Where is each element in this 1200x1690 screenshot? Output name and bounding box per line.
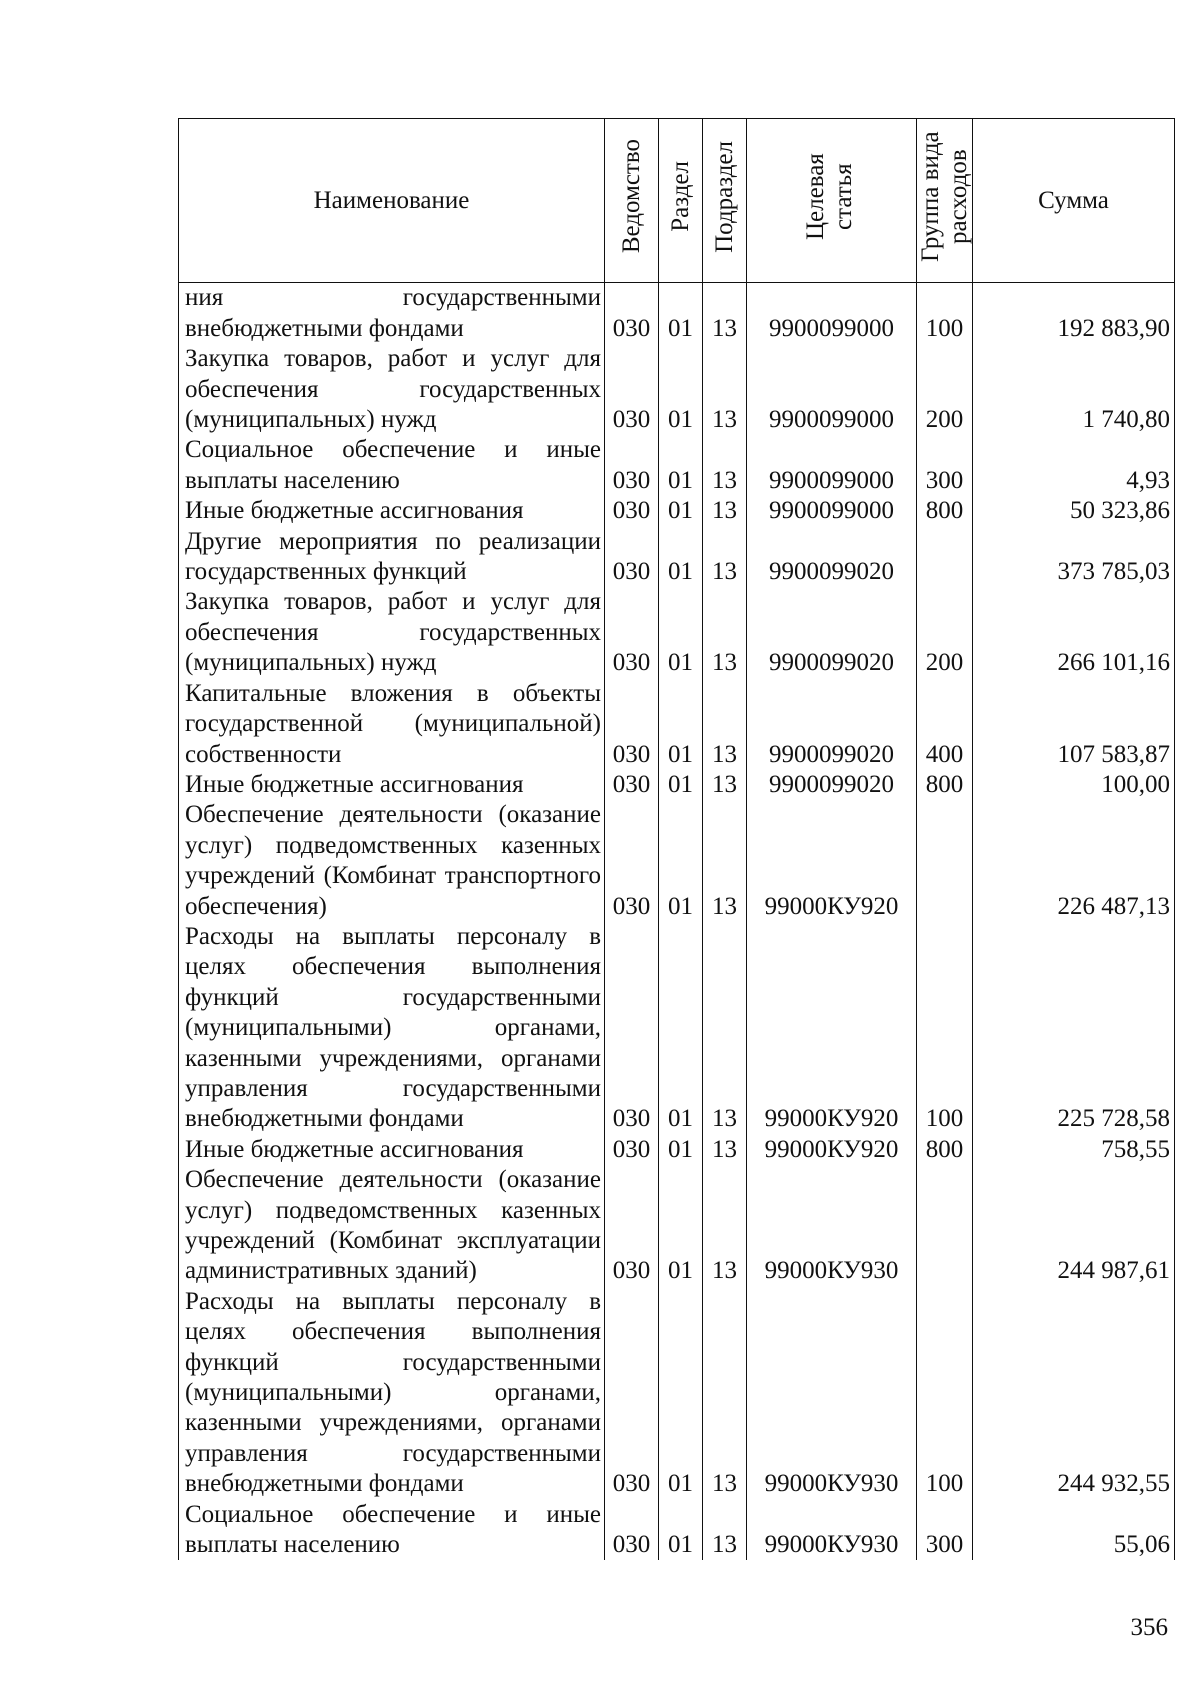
row-amount-cell: 1 740,80 [973, 344, 1175, 435]
row-name-cell: Обеспечение деятельности (оказание услуг) подведомственных казенных учреждений (Комбинат транспортного обеспечения) [179, 800, 605, 922]
table-row [179, 283, 1175, 344]
row-section-cell: 01 [659, 1135, 703, 1165]
row-name-cell: Капитальные вложения в объекты государственной (муниципальной) собственности [179, 679, 605, 770]
row-subsection-cell: 13 [703, 344, 747, 435]
row-name-cell: Расходы на выплаты персоналу в целях обеспечения выполнения функций государственными (муниципальными) органами, казенными учреждениями, органами управления государственными внебюджетными фондами [179, 1287, 605, 1500]
row-expense-group-cell: 100 [917, 283, 973, 344]
row-subsection-cell: 13 [703, 1135, 747, 1165]
row-department-cell: 030 [605, 435, 659, 496]
row-name-cell: Иные бюджетные ассигнования [179, 496, 605, 526]
row-target-article-cell: 9900099020 [747, 679, 917, 770]
row-target-article-cell: 99000КУ930 [747, 1287, 917, 1500]
row-amount-cell: 225 728,58 [973, 922, 1175, 1135]
row-expense-group-cell: 200 [917, 344, 973, 435]
table-row [179, 679, 1175, 770]
row-department-cell: 030 [605, 1165, 659, 1287]
row-target-article-cell: 9900099020 [747, 587, 917, 678]
row-amount-cell: 100,00 [973, 770, 1175, 800]
row-section-cell: 01 [659, 1500, 703, 1561]
row-target-article-cell: 9900099020 [747, 527, 917, 588]
row-name-cell: Закупка товаров, работ и услуг для обеспечения государственных (муниципальных) нужд [179, 587, 605, 678]
table-row [179, 435, 1175, 496]
row-department-cell: 030 [605, 679, 659, 770]
page-number: 356 [1130, 1614, 1168, 1641]
row-subsection-cell: 13 [703, 922, 747, 1135]
row-subsection-cell: 13 [703, 1165, 747, 1287]
row-name-cell: Другие мероприятия по реализации государственных функций [179, 527, 605, 588]
row-subsection-cell: 13 [703, 283, 747, 344]
row-target-article-cell: 99000КУ930 [747, 1500, 917, 1561]
row-amount-cell: 55,06 [973, 1500, 1175, 1561]
table-row [179, 770, 1175, 800]
table-row [179, 1135, 1175, 1165]
row-target-article-cell: 9900099000 [747, 435, 917, 496]
row-department-cell: 030 [605, 496, 659, 526]
table-body [179, 283, 1175, 1561]
row-name-cell: ния государственными внебюджетными фондами [179, 283, 605, 344]
row-target-article-cell: 99000КУ920 [747, 800, 917, 922]
row-amount-cell: 266 101,16 [973, 587, 1175, 678]
row-target-article-cell: 99000КУ920 [747, 922, 917, 1135]
row-department-cell: 030 [605, 527, 659, 588]
row-target-article-cell: 9900099000 [747, 344, 917, 435]
row-expense-group-cell: 800 [917, 496, 973, 526]
table-row [179, 800, 1175, 922]
row-department-cell: 030 [605, 770, 659, 800]
header-target-article: Целевая статья [747, 119, 917, 283]
row-expense-group-cell: 800 [917, 770, 973, 800]
row-expense-group-cell: 100 [917, 1287, 973, 1500]
row-section-cell: 01 [659, 1165, 703, 1287]
table-row [179, 1500, 1175, 1561]
row-subsection-cell: 13 [703, 435, 747, 496]
table-row [179, 527, 1175, 588]
row-department-cell: 030 [605, 922, 659, 1135]
row-department-cell: 030 [605, 1287, 659, 1500]
row-name-cell: Иные бюджетные ассигнования [179, 770, 605, 800]
row-amount-cell: 107 583,87 [973, 679, 1175, 770]
row-expense-group-cell: 100 [917, 922, 973, 1135]
row-section-cell: 01 [659, 435, 703, 496]
header-expense-group: Группа вида расходов [917, 119, 973, 283]
table-row [179, 1165, 1175, 1287]
row-name-cell: Социальное обеспечение и иные выплаты населению [179, 435, 605, 496]
row-department-cell: 030 [605, 587, 659, 678]
row-subsection-cell: 13 [703, 587, 747, 678]
row-amount-cell: 192 883,90 [973, 283, 1175, 344]
row-expense-group-cell: 400 [917, 679, 973, 770]
row-name-cell: Иные бюджетные ассигнования [179, 1135, 605, 1165]
row-name-cell: Закупка товаров, работ и услуг для обеспечения государственных (муниципальных) нужд [179, 344, 605, 435]
row-amount-cell: 244 932,55 [973, 1287, 1175, 1500]
row-section-cell: 01 [659, 1287, 703, 1500]
header-department: Ведомство [605, 119, 659, 283]
header-amount: Сумма [973, 119, 1175, 283]
header-subsection: Подраздел [703, 119, 747, 283]
budget-table [178, 118, 1175, 1560]
row-name-cell: Социальное обеспечение и иные выплаты населению [179, 1500, 605, 1561]
row-subsection-cell: 13 [703, 1287, 747, 1500]
row-name-cell: Обеспечение деятельности (оказание услуг) подведомственных казенных учреждений (Комбинат эксплуатации административных зданий) [179, 1165, 605, 1287]
row-name-cell: Расходы на выплаты персоналу в целях обеспечения выполнения функций государственными (муниципальными) органами, казенными учреждениями, органами управления государственными внебюджетными фондами [179, 922, 605, 1135]
row-subsection-cell: 13 [703, 496, 747, 526]
row-subsection-cell: 13 [703, 770, 747, 800]
row-department-cell: 030 [605, 800, 659, 922]
row-expense-group-cell [917, 800, 973, 922]
row-amount-cell: 758,55 [973, 1135, 1175, 1165]
row-section-cell: 01 [659, 283, 703, 344]
row-target-article-cell: 9900099000 [747, 496, 917, 526]
table-row [179, 344, 1175, 435]
row-department-cell: 030 [605, 1135, 659, 1165]
table-row [179, 587, 1175, 678]
row-section-cell: 01 [659, 496, 703, 526]
row-section-cell: 01 [659, 587, 703, 678]
row-expense-group-cell: 800 [917, 1135, 973, 1165]
row-section-cell: 01 [659, 679, 703, 770]
row-expense-group-cell [917, 527, 973, 588]
row-target-article-cell: 9900099020 [747, 770, 917, 800]
row-amount-cell: 50 323,86 [973, 496, 1175, 526]
table-row [179, 1287, 1175, 1500]
row-section-cell: 01 [659, 800, 703, 922]
table-row [179, 496, 1175, 526]
table-row [179, 922, 1175, 1135]
row-section-cell: 01 [659, 527, 703, 588]
row-department-cell: 030 [605, 344, 659, 435]
row-subsection-cell: 13 [703, 800, 747, 922]
header-section: Раздел [659, 119, 703, 283]
row-expense-group-cell: 200 [917, 587, 973, 678]
row-amount-cell: 226 487,13 [973, 800, 1175, 922]
row-amount-cell: 4,93 [973, 435, 1175, 496]
row-section-cell: 01 [659, 922, 703, 1135]
table-header-row [179, 119, 1175, 283]
row-target-article-cell: 9900099000 [747, 283, 917, 344]
row-expense-group-cell: 300 [917, 1500, 973, 1561]
row-section-cell: 01 [659, 344, 703, 435]
row-expense-group-cell: 300 [917, 435, 973, 496]
row-amount-cell: 373 785,03 [973, 527, 1175, 588]
row-department-cell: 030 [605, 1500, 659, 1561]
row-target-article-cell: 99000КУ930 [747, 1165, 917, 1287]
row-section-cell: 01 [659, 770, 703, 800]
row-department-cell: 030 [605, 283, 659, 344]
header-name: Наименование [179, 119, 605, 283]
row-subsection-cell: 13 [703, 1500, 747, 1561]
row-subsection-cell: 13 [703, 679, 747, 770]
row-amount-cell: 244 987,61 [973, 1165, 1175, 1287]
row-subsection-cell: 13 [703, 527, 747, 588]
row-expense-group-cell [917, 1165, 973, 1287]
row-target-article-cell: 99000КУ920 [747, 1135, 917, 1165]
